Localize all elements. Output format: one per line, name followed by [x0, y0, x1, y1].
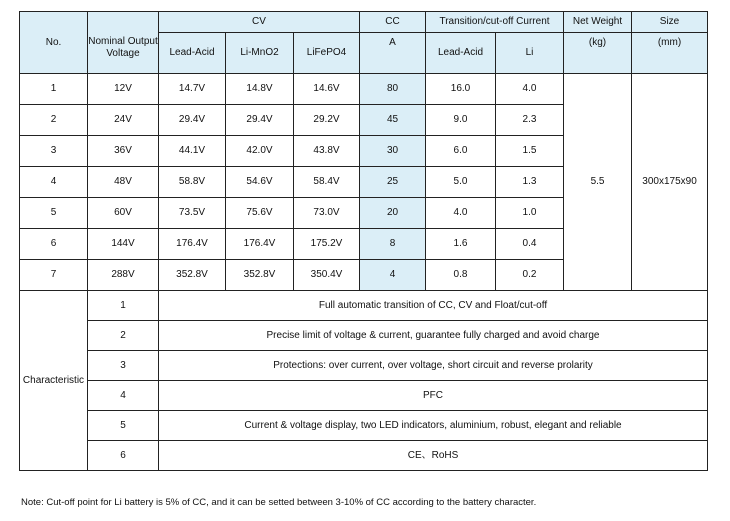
characteristic-row [20, 321, 708, 351]
row-cc: 25 [360, 167, 426, 198]
row-cv-lead-acid: 58.8V [159, 167, 226, 198]
row-cv-li-mno2: 42.0V [226, 136, 294, 167]
row-no: 6 [20, 229, 88, 260]
row-trans-lead: 6.0 [426, 136, 496, 167]
row-voltage: 24V [88, 105, 159, 136]
row-cv-lead-acid: 176.4V [159, 229, 226, 260]
header-cc: CC [360, 12, 426, 33]
characteristic-text: Protections: over current, over voltage, short circuit and reverse prolarity [159, 351, 708, 381]
row-cv-lifepo4: 73.0V [294, 198, 360, 229]
header-size: Size [632, 12, 708, 33]
footnote: Note: Cut-off point for Li battery is 5% of CC, and it can be setted between 3-10% of CC according to the battery character. [21, 497, 537, 508]
characteristic-no: 1 [88, 291, 159, 321]
row-no: 7 [20, 260, 88, 291]
characteristic-row [20, 411, 708, 441]
header-weight-unit: (kg) [564, 33, 632, 74]
row-trans-li: 4.0 [496, 74, 564, 105]
row-trans-lead: 4.0 [426, 198, 496, 229]
header-no: No. [20, 12, 88, 74]
row-cc: 20 [360, 198, 426, 229]
row-trans-li: 1.5 [496, 136, 564, 167]
row-trans-li: 1.0 [496, 198, 564, 229]
characteristic-row [20, 351, 708, 381]
row-cv-li-mno2: 75.6V [226, 198, 294, 229]
row-no: 1 [20, 74, 88, 105]
row-cv-lifepo4: 58.4V [294, 167, 360, 198]
row-cv-li-mno2: 29.4V [226, 105, 294, 136]
row-trans-lead: 16.0 [426, 74, 496, 105]
characteristic-row [20, 381, 708, 411]
characteristic-text: Precise limit of voltage & current, guarantee fully charged and avoid charge [159, 321, 708, 351]
header-transition: Transition/cut-off Current [426, 12, 564, 33]
row-cv-lead-acid: 29.4V [159, 105, 226, 136]
header-cv-lifepo4: LiFePO4 [294, 33, 360, 74]
row-trans-li: 0.2 [496, 260, 564, 291]
row-no: 4 [20, 167, 88, 198]
header-size-unit: (mm) [632, 33, 708, 74]
row-trans-lead: 1.6 [426, 229, 496, 260]
row-cc: 8 [360, 229, 426, 260]
header-trans-lead-acid: Lead-Acid [426, 33, 496, 74]
row-no: 5 [20, 198, 88, 229]
row-trans-lead: 5.0 [426, 167, 496, 198]
row-voltage: 288V [88, 260, 159, 291]
characteristic-text: Current & voltage display, two LED indicators, aluminium, robust, elegant and reliable [159, 411, 708, 441]
row-voltage: 60V [88, 198, 159, 229]
row-cv-lifepo4: 14.6V [294, 74, 360, 105]
row-voltage: 48V [88, 167, 159, 198]
row-voltage: 36V [88, 136, 159, 167]
characteristic-row [20, 441, 708, 471]
row-cv-lifepo4: 43.8V [294, 136, 360, 167]
header-trans-li: Li [496, 33, 564, 74]
header-cv: CV [159, 12, 360, 33]
row-cv-li-mno2: 352.8V [226, 260, 294, 291]
row-cv-li-mno2: 176.4V [226, 229, 294, 260]
row-voltage: 12V [88, 74, 159, 105]
characteristic-no: 3 [88, 351, 159, 381]
characteristic-text: CE、RoHS [159, 441, 708, 471]
row-cc: 4 [360, 260, 426, 291]
characteristic-row [20, 291, 708, 321]
header-cv-li-mno2: Li-MnO2 [226, 33, 294, 74]
characteristic-label: Characteristic [20, 291, 88, 471]
row-no: 2 [20, 105, 88, 136]
row-trans-lead: 0.8 [426, 260, 496, 291]
row-cv-lifepo4: 29.2V [294, 105, 360, 136]
row-cc: 80 [360, 74, 426, 105]
characteristic-no: 5 [88, 411, 159, 441]
size-value: 300x175x90 [632, 74, 708, 291]
table-row [20, 74, 708, 105]
characteristic-no: 2 [88, 321, 159, 351]
row-cv-lifepo4: 350.4V [294, 260, 360, 291]
row-cv-li-mno2: 14.8V [226, 74, 294, 105]
spec-table [19, 11, 708, 471]
row-trans-li: 1.3 [496, 167, 564, 198]
characteristic-text: PFC [159, 381, 708, 411]
row-cv-lead-acid: 44.1V [159, 136, 226, 167]
row-trans-li: 0.4 [496, 229, 564, 260]
row-no: 3 [20, 136, 88, 167]
row-trans-li: 2.3 [496, 105, 564, 136]
row-trans-lead: 9.0 [426, 105, 496, 136]
characteristic-no: 6 [88, 441, 159, 471]
row-cc: 30 [360, 136, 426, 167]
header-cc-unit: A [360, 33, 426, 74]
header-net-weight: Net Weight [564, 12, 632, 33]
characteristic-text: Full automatic transition of CC, CV and Float/cut-off [159, 291, 708, 321]
header-cv-lead-acid: Lead-Acid [159, 33, 226, 74]
row-cc: 45 [360, 105, 426, 136]
row-cv-lead-acid: 352.8V [159, 260, 226, 291]
row-voltage: 144V [88, 229, 159, 260]
header-nominal-voltage: Nominal Output Voltage [88, 12, 159, 74]
net-weight-value: 5.5 [564, 74, 632, 291]
row-cv-lifepo4: 175.2V [294, 229, 360, 260]
row-cv-li-mno2: 54.6V [226, 167, 294, 198]
row-cv-lead-acid: 14.7V [159, 74, 226, 105]
row-cv-lead-acid: 73.5V [159, 198, 226, 229]
characteristic-no: 4 [88, 381, 159, 411]
